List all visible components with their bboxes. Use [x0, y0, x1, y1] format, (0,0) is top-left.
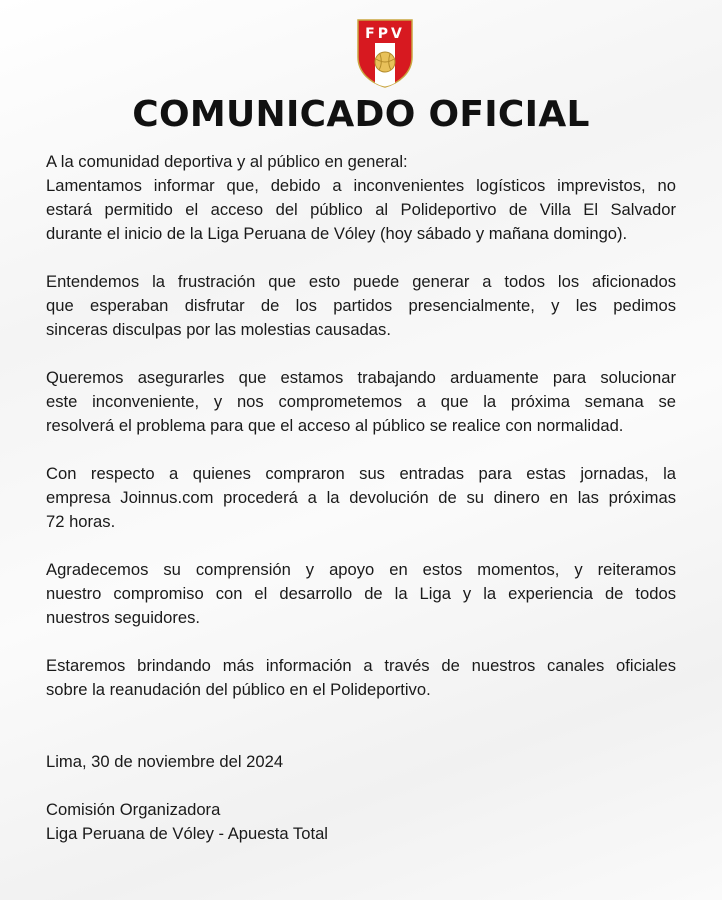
paragraph-line: 72 horas. — [46, 512, 116, 531]
paragraph-line: Lamentamos informar que, debido a inconvenientes logísticos imprevistos, no — [46, 176, 676, 195]
fpv-shield-icon — [355, 17, 415, 89]
paragraph-line: resolverá el problema para que el acceso al público se realice con normalidad. — [46, 416, 624, 435]
paragraph-line: Con respecto a quienes compraron sus entradas para estas jornadas, la — [46, 464, 676, 483]
paragraph-6 — [46, 654, 676, 702]
statement-body — [46, 150, 676, 846]
paragraph-line: Estaremos brindando más información a través de nuestros canales oficiales — [46, 656, 676, 675]
place-date: Lima, 30 de noviembre del 2024 — [46, 752, 284, 771]
paragraph-3 — [46, 366, 676, 438]
paragraph-line: nuestro compromiso con el desarrollo de la Liga y la experiencia de todos — [46, 584, 676, 603]
signature-league: Liga Peruana de Vóley - Apuesta Total — [46, 824, 328, 843]
paragraph-line: Agradecemos su comprensión y apoyo en estos momentos, y reiteramos — [46, 560, 676, 579]
paragraph-1 — [46, 174, 676, 246]
page-title: COMUNICADO OFICIAL — [132, 94, 590, 135]
paragraph-line: empresa Joinnus.com procederá a la devolución de su dinero en las próximas — [46, 488, 676, 507]
paragraph-line: durante el inicio de la Liga Peruana de Vóley (hoy sábado y mañana domingo). — [46, 224, 628, 243]
paragraph-line: Queremos asegurarles que estamos trabajando arduamente para solucionar — [46, 368, 676, 387]
paragraph-5 — [46, 558, 676, 630]
paragraph-line: este inconveniente, y nos comprometemos a que la próxima semana se — [46, 392, 676, 411]
signature — [46, 798, 676, 846]
paragraph-line: nuestros seguidores. — [46, 608, 201, 627]
paragraph-line: sinceras disculpas por las molestias causadas. — [46, 320, 391, 339]
paragraph-line: estará permitido el acceso del público al Polideportivo de Villa El Salvador — [46, 200, 676, 219]
paragraph-4 — [46, 462, 676, 534]
fpv-logo — [355, 17, 415, 89]
paragraph-line: Entendemos la frustración que esto puede generar a todos los aficionados — [46, 272, 676, 291]
paragraph-2 — [46, 270, 676, 342]
paragraph-line: que esperaban disfrutar de los partidos presencialmente, y les pedimos — [46, 296, 676, 315]
greeting: A la comunidad deportiva y al público en general: — [46, 152, 408, 171]
signature-committee: Comisión Organizadora — [46, 800, 221, 819]
paragraph-line: sobre la reanudación del público en el Polideportivo. — [46, 680, 431, 699]
svg-text:FPV: FPV — [365, 26, 405, 42]
